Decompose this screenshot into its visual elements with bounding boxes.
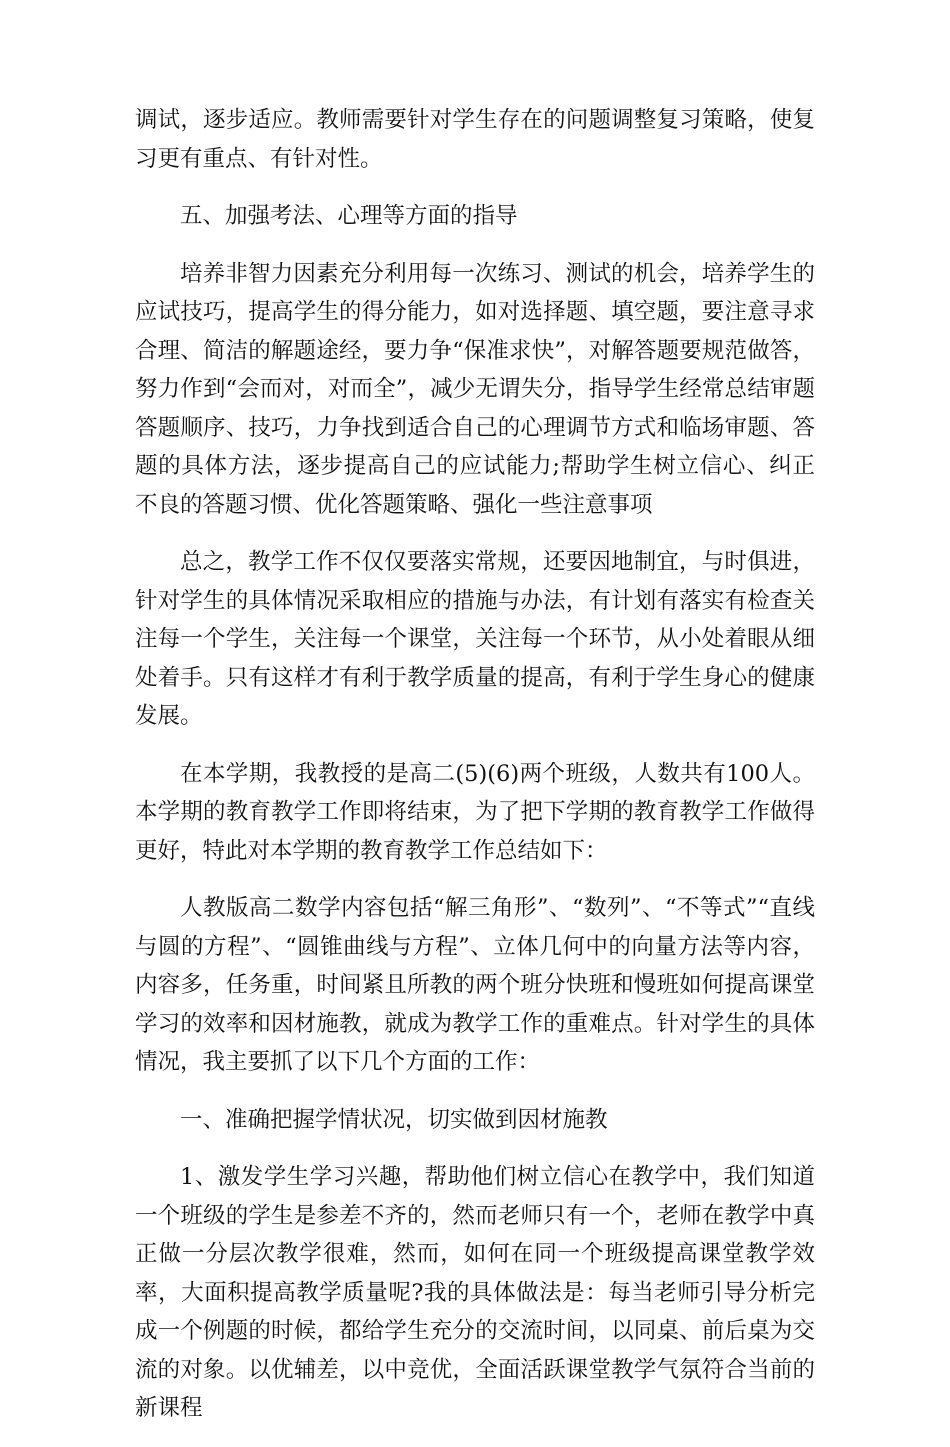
- paragraph-continuation: 调试，逐步适应。教师需要针对学生存在的问题调整复习策略，使复习更有重点、有针对性。: [135, 107, 815, 172]
- section-heading-one: 一、准确把握学情状况，切实做到因材施教: [180, 1106, 608, 1133]
- paragraph-exam-guidance: 培养非智力因素充分利用每一次练习、测试的机会，培养学生的应试技巧，提高学生的得分能力，如对选择题、填空题，要注意寻求合理、简洁的解题途经，要力争“保准求快”，对解答题要规范做答，努力作到“会而对，对而全”，减少无谓失分，指导学生经常总结审题答题顺序、技巧，力争找到适合自己的心理调节方式和临场审题、答题的具体方法，逐步提高自己的应试能力;帮助学生树立信心、纠正不良的答题习惯、优化答题策略、强化一些注意事项: [135, 260, 815, 518]
- paragraph-motivation: 1、激发学生学习兴趣，帮助他们树立信心在教学中，我们知道一个班级的学生是参差不齐的，然而老师只有一个，老师在教学中真正做一分层次教学很难，然而，如何在同一个班级提高课堂教学效率，大面积提高教学质量呢?我的具体做法是：每当老师引导分析完成一个例题的时候，都给学生充分的交流时间，以同桌、前后桌为交流的对象。以优辅差，以中竞优，全面活跃课堂教学气氛符合当前的新课程: [135, 1164, 815, 1421]
- document-page: [135, 101, 815, 1447]
- paragraph-course-content: 人教版高二数学内容包括“解三角形”、“数列”、“不等式”“直线与圆的方程”、“圆锥曲线与方程”、立体几何中的向量方法等内容，内容多，任务重，时间紧且所教的两个班分快班和慢班如何提高课堂学习的效率和因材施教，就成为教学工作的重难点。针对学生的具体情况，我主要抓了以下几个方面的工作：: [135, 895, 815, 1075]
- paragraph-summary: 总之，教学工作不仅仅要落实常规，还要因地制宜，与时俱进，针对学生的具体情况采取相应的措施与办法，有计划有落实有检查关注每一个学生，关注每一个课堂，关注每一个环节，从小处着眼从细处着手。只有这样才有利于教学质量的提高，有利于学生身心的健康发展。: [135, 549, 815, 729]
- paragraph-semester-intro: 在本学期，我教授的是高二(5)(6)两个班级，人数共有100人。本学期的教育教学工作即将结束，为了把下学期的教育教学工作做得更好，特此对本学期的教育教学工作总结如下：: [135, 760, 815, 864]
- section-heading-five: 五、加强考法、心理等方面的指导: [180, 203, 518, 229]
